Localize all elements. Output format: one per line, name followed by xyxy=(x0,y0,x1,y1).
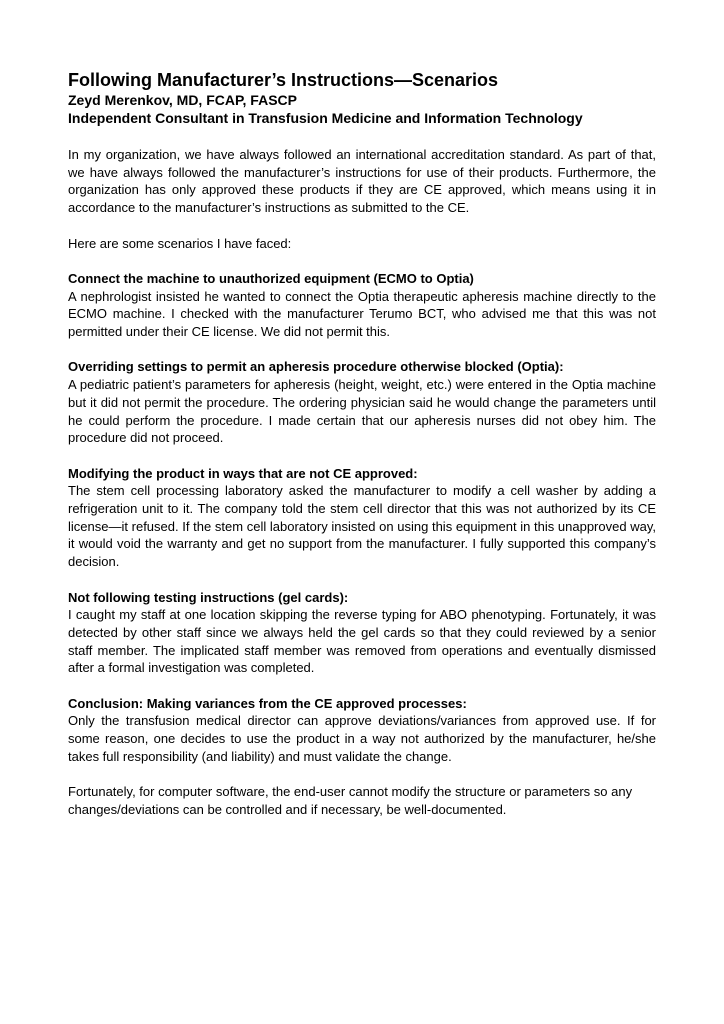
scenario-body: Only the transfusion medical director can approve deviations/variances from approved use. If for some reason, one decides to use the product in a way not authorized by the manufacturer, he/she takes full responsibility (and liability) and must validate the change. xyxy=(68,713,656,764)
scenario-heading: Not following testing instructions (gel cards): xyxy=(68,589,349,605)
scenario-section xyxy=(68,695,656,766)
document-header xyxy=(68,69,656,127)
scenario-body: I caught my staff at one location skipping the reverse typing for ABO phenotyping. Fortunately, it was detected by other staff since we always held the gel cards so that they could reviewed by a senior staff member. The implicated staff member was removed from operations and eventually dismissed after a formal investigation was completed. xyxy=(68,607,656,676)
scenario-heading: Modifying the product in ways that are not CE approved: xyxy=(68,465,418,481)
scenario-body: The stem cell processing laboratory asked the manufacturer to modify a cell washer by adding a refrigeration unit to it. The company told the stem cell director that this was not authorized by its CE license—it refused. If the stem cell laboratory insisted on using this equipment in this unapproved way, it would void the warranty and get no support from the manufacturer. I fully supported this company’s decision. xyxy=(68,483,656,570)
scenario-body: A nephrologist insisted he wanted to connect the Optia therapeutic apheresis machine directly to the ECMO machine. I checked with the manufacturer Terumo BCT, who advised me that this was not permitted under their CE license. We did not permit this. xyxy=(68,288,656,339)
scenario-body: A pediatric patient’s parameters for apheresis (height, weight, etc.) were entered in the Optia machine but it did not permit the procedure. The ordering physician said he would change the parameters until he could perform the procedure. I made certain that our apheresis nurses did not obey him. The procedure did not proceed. xyxy=(68,377,656,446)
document-author: Zeyd Merenkov, MD, FCAP, FASCP xyxy=(68,92,297,108)
closing-paragraph: Fortunately, for computer software, the end-user cannot modify the structure or parameters so any changes/deviations can be controlled and if necessary, be well-documented. xyxy=(68,784,633,817)
scenario-section xyxy=(68,270,656,341)
scenario-heading: Connect the machine to unauthorized equipment (ECMO to Optia) xyxy=(68,270,474,286)
scenario-section xyxy=(68,589,656,678)
intro-paragraph: In my organization, we have always followed an international accreditation standard. As part of that, we have always followed the manufacturer’s instructions for use of their products. Furthermore, the organization has only approved these products if they are CE approved, which means using it in accordance to the manufacturer’s instructions as submitted to the CE. xyxy=(68,147,656,216)
scenario-section xyxy=(68,465,656,571)
scenario-heading: Conclusion: Making variances from the CE approved processes: xyxy=(68,695,467,711)
scenario-heading: Overriding settings to permit an apheresis procedure otherwise blocked (Optia): xyxy=(68,359,564,375)
lead-in-line: Here are some scenarios I have faced: xyxy=(68,235,292,251)
document-title: Following Manufacturer’s Instructions—Scenarios xyxy=(68,70,499,90)
scenario-section xyxy=(68,358,656,447)
document-author-role: Independent Consultant in Transfusion Medicine and Information Technology xyxy=(68,110,583,126)
